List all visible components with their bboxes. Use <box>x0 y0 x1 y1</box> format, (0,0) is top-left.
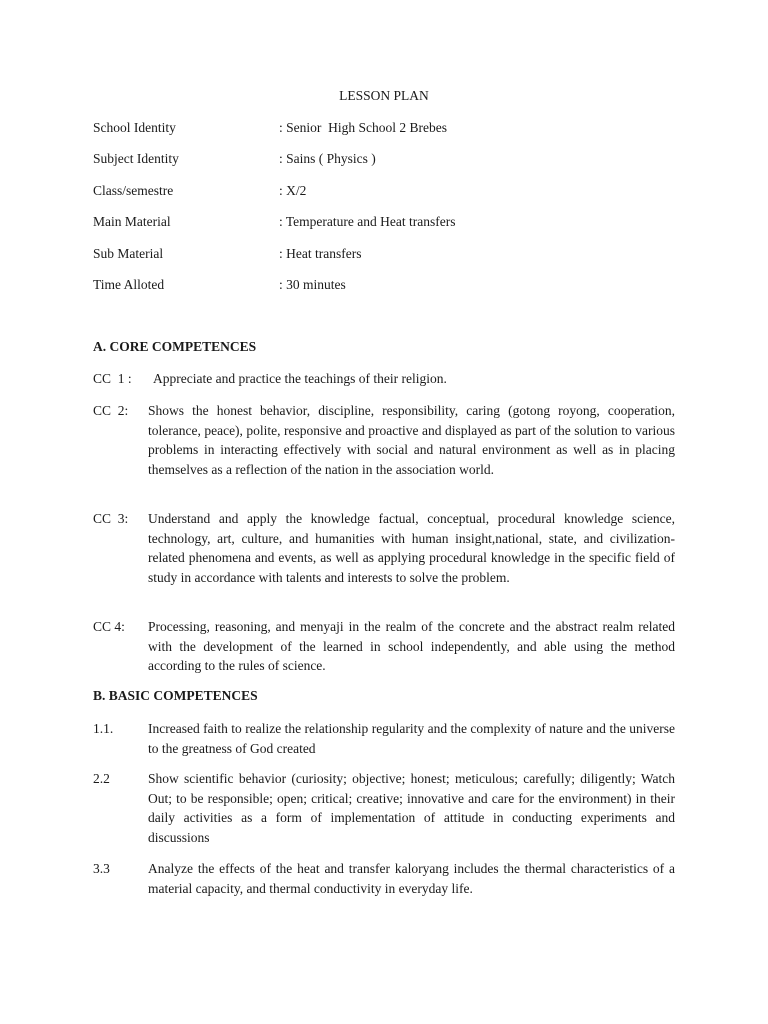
identity-value: : Sains ( Physics ) <box>279 151 376 166</box>
core-competence-text: Appreciate and practice the teachings of their religion. <box>153 371 447 386</box>
identity-value: : Temperature and Heat transfers <box>279 214 456 229</box>
core-competences-heading: A. CORE COMPETENCES <box>93 339 257 354</box>
basic-competences-heading: B. BASIC COMPETENCES <box>93 688 258 703</box>
basic-competence-item <box>93 769 675 847</box>
identity-row-main-material <box>93 213 693 231</box>
identity-row-sub-material <box>93 245 693 263</box>
core-competence-label: CC 3: <box>93 511 129 526</box>
core-competence-label: CC 1 : <box>93 371 132 386</box>
core-competence-item <box>93 509 675 587</box>
core-competence-item <box>93 401 675 479</box>
core-competence-label: CC 2: <box>93 403 129 418</box>
core-competence-text: Understand and apply the knowledge factual, conceptual, procedural knowledge science, technology, art, culture, and humanities with human insight,national, state, and civilization-related phenomena and events, as well as applying procedural knowledge in the specific field of study in accordance with talents and interests to solve the problem. <box>148 511 675 585</box>
core-competence-text: Shows the honest behavior, discipline, responsibility, caring (gotong royong, cooperation, tolerance, peace), polite, responsive and proactive and displayed as part of the solution to various problems in interacting effectively with social and natural environment as well as in placing themselves as a reflection of the nation in the association world. <box>148 403 675 477</box>
identity-label: Subject Identity <box>93 151 179 166</box>
core-competence-text: Processing, reasoning, and menyaji in the realm of the concrete and the abstract realm related with the development of the learned in school independently, and able using the method according to the rules of science. <box>148 619 675 674</box>
basic-competence-text: Show scientific behavior (curiosity; objective; honest; meticulous; carefully; diligently; Watch Out; to be responsible; open; critical; creative; innovative and care for the environment) in their daily activities as a form of implementation of attitude in conducting experiments and discussions <box>148 771 675 845</box>
identity-row-subject <box>93 150 693 168</box>
core-competence-item <box>93 617 675 676</box>
basic-competence-number: 2.2 <box>93 771 110 786</box>
identity-label: Main Material <box>93 214 171 229</box>
basic-competence-number: 1.1. <box>93 721 114 736</box>
basic-competence-item <box>93 859 675 898</box>
identity-value: : X/2 <box>279 183 307 198</box>
identity-row-school <box>93 119 693 137</box>
identity-label: School Identity <box>93 120 176 135</box>
core-competence-item <box>93 369 675 389</box>
identity-label: Sub Material <box>93 246 164 261</box>
identity-label: Time Alloted <box>93 277 165 292</box>
core-competence-label: CC 4: <box>93 619 125 634</box>
identity-row-class <box>93 182 693 200</box>
identity-row-time <box>93 276 693 294</box>
identity-value: : Senior High School 2 Brebes <box>279 120 447 135</box>
basic-competence-number: 3.3 <box>93 861 110 876</box>
identity-value: : 30 minutes <box>279 277 346 292</box>
document-title: LESSON PLAN <box>339 88 429 103</box>
basic-competence-item <box>93 719 675 758</box>
basic-competence-text: Analyze the effects of the heat and transfer kaloryang includes the thermal characteristics of a material capacity, and thermal conductivity in everyday life. <box>148 861 675 896</box>
identity-value: : Heat transfers <box>279 246 362 261</box>
basic-competence-text: Increased faith to realize the relationship regularity and the complexity of nature and the universe to the greatness of God created <box>148 721 675 756</box>
identity-label: Class/semestre <box>93 183 174 198</box>
